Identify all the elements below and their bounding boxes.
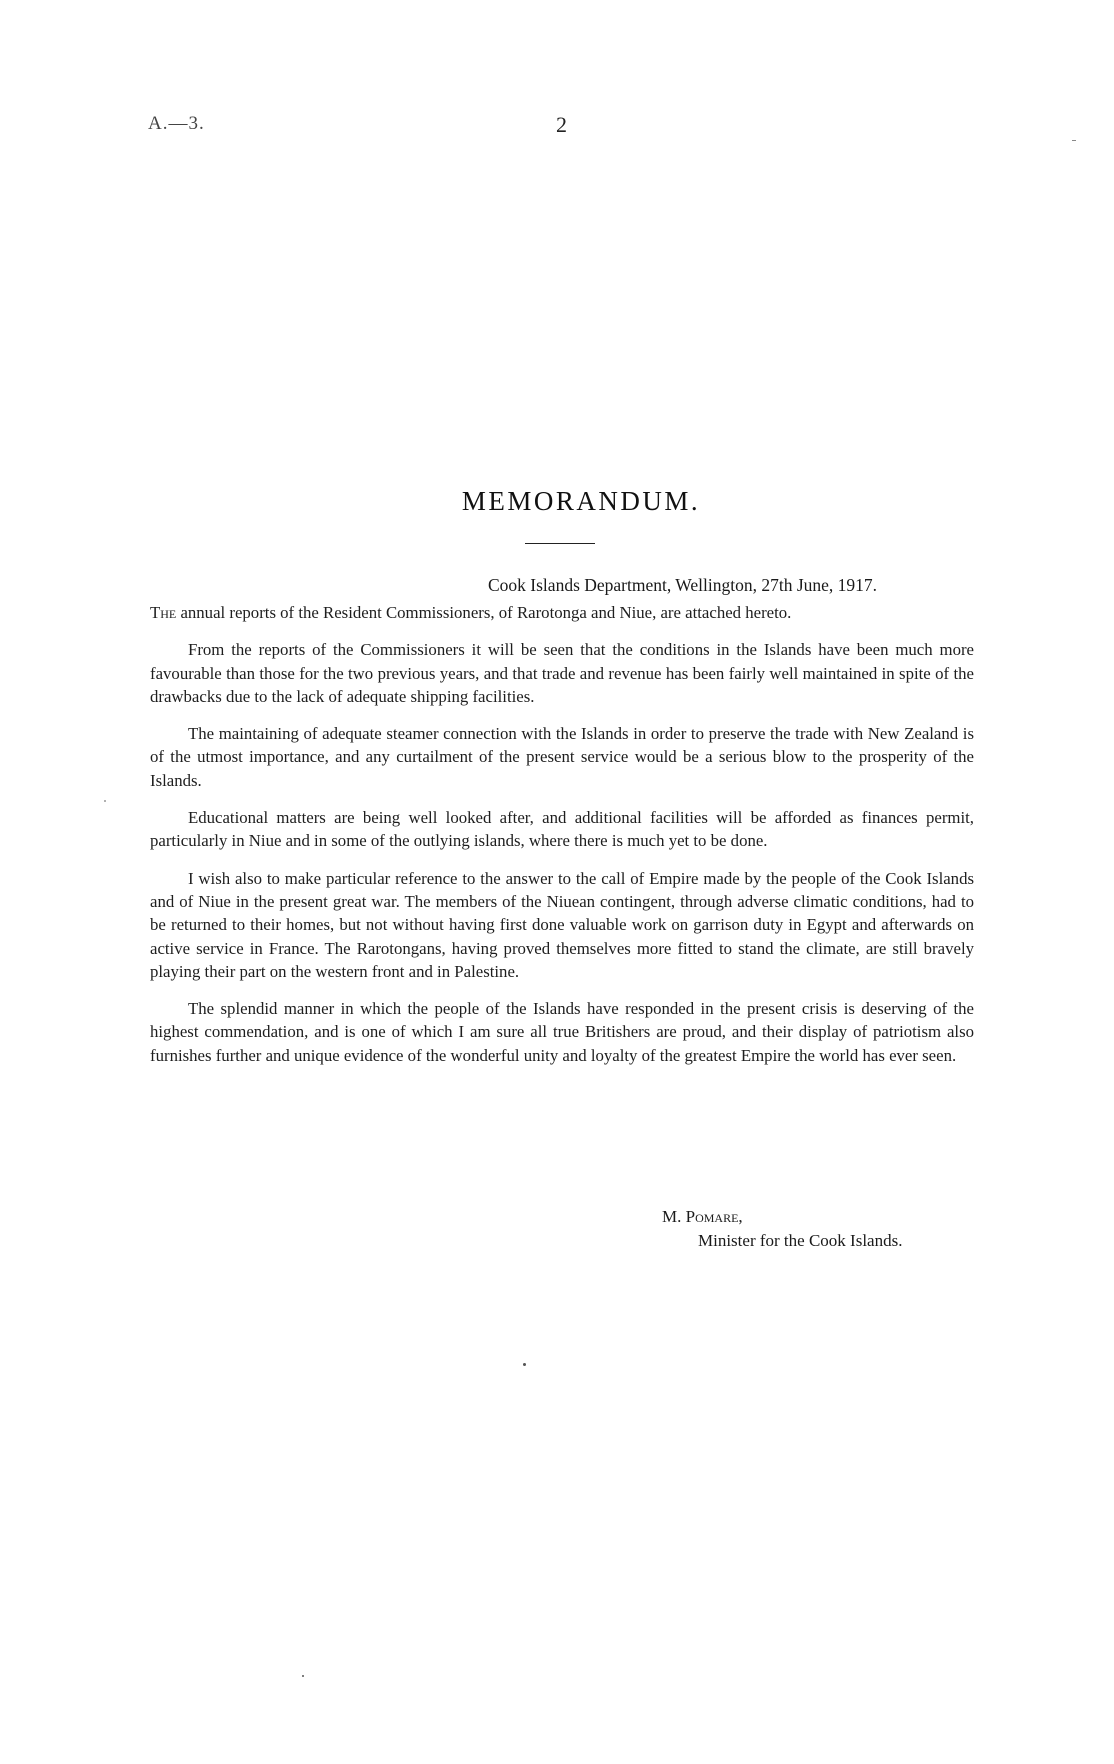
- paragraph-1: [150, 601, 974, 624]
- scan-speck: [104, 800, 106, 802]
- signature-initial: M.: [662, 1207, 686, 1226]
- paragraph-4: Educational matters are being well looked after, and additional facilities will be afforded as finances permit, particularly in Niue and in some of the outlying islands, where there is much yet to be done.: [150, 808, 974, 851]
- paragraph-2: From the reports of the Commissioners it will be seen that the conditions in the Islands have been much more favourable than those for the two previous years, and that trade and revenue has been fairly well maintained in spite of the drawbacks due to the lack of adequate shipping facilities.: [150, 640, 974, 706]
- paragraph-6: The splendid manner in which the people of the Islands have responded in the present crisis is deserving of the highest commendation, and is one of which I am sure all true Britishers are proud, and their display of patriotism also furnishes further and unique evidence of the wonderful unity and loyalty of the greatest Empire the world has ever seen.: [150, 999, 974, 1065]
- paragraph-1-text: annual reports of the Resident Commissioners, of Rarotonga and Niue, are attached hereto.: [176, 603, 792, 622]
- signature-name: [662, 1207, 743, 1227]
- paragraph-5: I wish also to make particular reference to the answer to the call of Empire made by the people of the Cook Islands and of Niue in the present great war. The members of the Niuean contingent, through adverse climatic conditions, had to be returned to their homes, but not without having first done valuable work on garrison duty in Egypt and afterwards on active service in France. The Rarotongans, having proved themselves more fitted to stand the climate, are still bravely playing their part on the western front and in Palestine.: [150, 868, 974, 981]
- title-rule: [525, 543, 595, 544]
- signature-surname: Pomare,: [685, 1207, 743, 1226]
- signature-title: Minister for the Cook Islands.: [698, 1231, 903, 1250]
- memorandum-body: [150, 601, 974, 1067]
- dateline: Cook Islands Department, Wellington, 27th June, 1917.: [488, 575, 878, 595]
- page-number: 2: [556, 112, 567, 137]
- paragraph-3: The maintaining of adequate steamer connection with the Islands in order to preserve the trade with New Zealand is of the utmost importance, and any curtailment of the present service would be a serious blow to the prosperity of the Islands.: [150, 724, 974, 790]
- scan-speck: [523, 1363, 526, 1366]
- scan-speck: [1072, 140, 1076, 141]
- paragraph-1-lead: The: [150, 603, 177, 622]
- memorandum-title: MEMORANDUM.: [461, 486, 701, 516]
- scan-speck: [302, 1675, 304, 1677]
- document-reference: A.—3.: [148, 113, 205, 134]
